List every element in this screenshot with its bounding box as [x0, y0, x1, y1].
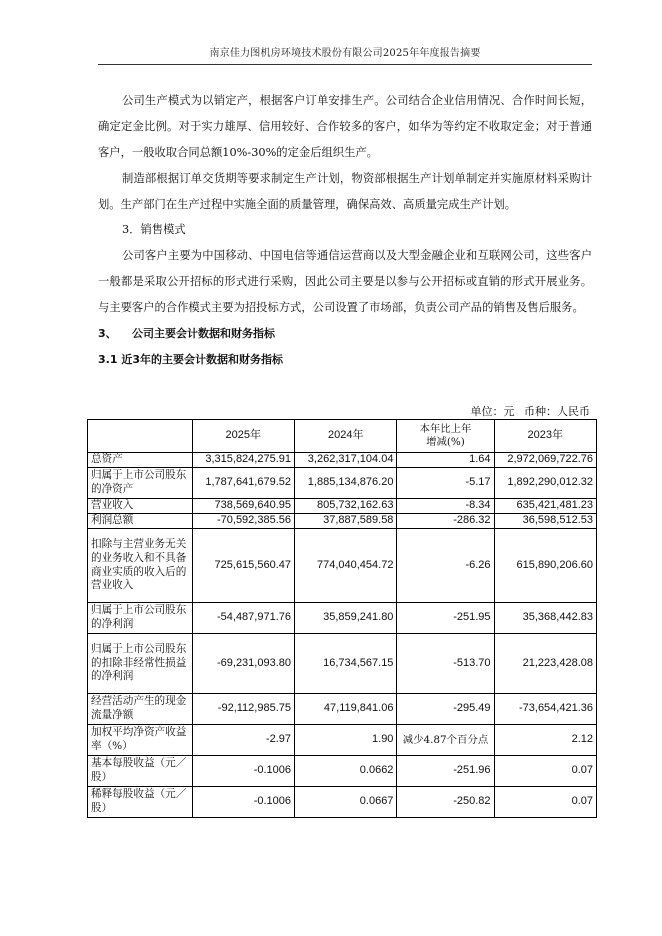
value-2024: 35,859,241.80	[295, 603, 397, 634]
section-3-heading	[98, 321, 592, 347]
row-label: 归属于上市公司股东的扣除非经常性损益的净利润	[88, 634, 193, 694]
row-label: 经营活动产生的现金流量净额	[88, 694, 193, 725]
value-2023: 615,890,206.60	[494, 529, 596, 603]
value-2024: 0.0662	[295, 756, 397, 787]
document-body	[98, 88, 592, 373]
value-2024: 3,262,317,104.04	[295, 453, 397, 468]
value-2023: 2.12	[494, 725, 596, 756]
value-2025: 3,315,824,275.91	[192, 453, 294, 468]
value-2024: 47,119,841.06	[295, 694, 397, 725]
value-change: -251.96	[397, 756, 494, 787]
table-row	[88, 787, 597, 818]
value-2025: -70,592,385.56	[192, 514, 294, 529]
header-2025: 2025年	[192, 420, 294, 453]
value-change: -6.26	[397, 529, 494, 603]
row-label: 归属于上市公司股东的净利润	[88, 603, 193, 634]
value-2023: 2,972,069,722.76	[494, 453, 596, 468]
row-label: 加权平均净资产收益率（%）	[88, 725, 193, 756]
table-row	[88, 499, 597, 514]
section-3-title: 公司主要会计数据和财务指标	[131, 327, 275, 340]
table-row	[88, 514, 597, 529]
header-item	[88, 420, 193, 453]
value-2023: 1,892,290,012.32	[494, 468, 596, 499]
value-change: -251.95	[397, 603, 494, 634]
table-row	[88, 468, 597, 499]
value-2025: 725,615,560.47	[192, 529, 294, 603]
section-3-1-heading: 3.1 近3年的主要会计数据和财务指标	[98, 353, 283, 366]
value-2025: -92,112,985.75	[192, 694, 294, 725]
value-2024: 805,732,162.63	[295, 499, 397, 514]
row-label: 利润总额	[88, 514, 193, 529]
value-2023: 35,368,442.83	[494, 603, 596, 634]
header-change: 本年比上年 增减(%)	[397, 420, 494, 453]
header-2024: 2024年	[295, 420, 397, 453]
page-header: 南京佳力图机房环境技术股份有限公司2025年年度报告摘要	[98, 44, 592, 65]
value-2023: 0.07	[494, 756, 596, 787]
value-change: 减少4.87个百分点	[397, 725, 494, 756]
table-row	[88, 603, 597, 634]
row-label: 营业收入	[88, 499, 193, 514]
table-row	[88, 634, 597, 694]
value-2023: 36,598,512.53	[494, 514, 596, 529]
unit-note	[465, 403, 591, 419]
table-row	[88, 453, 597, 468]
financial-data-table	[87, 419, 597, 818]
row-label: 稀释每股收益（元／股）	[88, 787, 193, 818]
table-row	[88, 756, 597, 787]
sales-mode-subheading: 3．销售模式	[122, 223, 186, 236]
value-change: -250.82	[397, 787, 494, 818]
value-2024: 0.0667	[295, 787, 397, 818]
production-mode-paragraph: 公司生产模式为以销定产，根据客户订单安排生产。公司结合企业信用情况、合作时间长短，确定定金比例。对于实力雄厚、信用较好、合作较多的客户，如华为等约定不收取定金；对于普通客户，一般收取合同总额10%-30%的定金后组织生产。	[98, 94, 592, 159]
value-2023: -73,654,421.36	[494, 694, 596, 725]
header-2023: 2023年	[494, 420, 596, 453]
value-2025: -0.1006	[192, 787, 294, 818]
value-2024: 1.90	[295, 725, 397, 756]
value-2024: 16,734,567.15	[295, 634, 397, 694]
manufacturing-paragraph: 制造部根据订单交货期等要求制定生产计划，物资部根据生产计划单制定并实施原材料采购计划。生产部门在生产过程中实施全面的质量管理，确保高效、高质量完成生产计划。	[98, 172, 592, 211]
value-change: -8.34	[397, 499, 494, 514]
value-2024: 774,040,454.72	[295, 529, 397, 603]
value-change: -513.70	[397, 634, 494, 694]
value-2023: 0.07	[494, 787, 596, 818]
value-2025: 1,787,641,679.52	[192, 468, 294, 499]
unit-label: 单位：元	[470, 405, 515, 418]
sales-mode-paragraph: 公司客户主要为中国移动、中国电信等通信运营商以及大型金融企业和互联网公司，这些客户一般都是采取公开招标的形式进行采购，因此公司主要是以参与公开招标或直销的形式开展业务。与主要客户的合作模式主要为招投标方式，公司设置了市场部，负责公司产品的销售及售后服务。	[98, 249, 592, 314]
value-2024: 37,887,589.58	[295, 514, 397, 529]
table-row	[88, 725, 597, 756]
table-row	[88, 529, 597, 603]
value-change: -295.49	[397, 694, 494, 725]
table-row	[88, 694, 597, 725]
value-2024: 1,885,134,876.20	[295, 468, 397, 499]
value-2025: -69,231,093.80	[192, 634, 294, 694]
value-2025: -2.97	[192, 725, 294, 756]
row-label: 归属于上市公司股东的净资产	[88, 468, 193, 499]
value-2025: -0.1006	[192, 756, 294, 787]
row-label: 总资产	[88, 453, 193, 468]
value-2023: 635,421,481.23	[494, 499, 596, 514]
value-2025: 738,569,640.95	[192, 499, 294, 514]
value-2023: 21,223,428.08	[494, 634, 596, 694]
currency-label: 币种：人民币	[524, 405, 590, 418]
section-3-number: 3、	[98, 327, 117, 340]
value-change: -5.17	[397, 468, 494, 499]
value-2025: -54,487,971.76	[192, 603, 294, 634]
row-label: 扣除与主营业务无关的业务收入和不具备商业实质的收入后的营业收入	[88, 529, 193, 603]
row-label: 基本每股收益（元／股）	[88, 756, 193, 787]
table-header-row	[88, 420, 597, 453]
value-change: -286.32	[397, 514, 494, 529]
value-change: 1.64	[397, 453, 494, 468]
